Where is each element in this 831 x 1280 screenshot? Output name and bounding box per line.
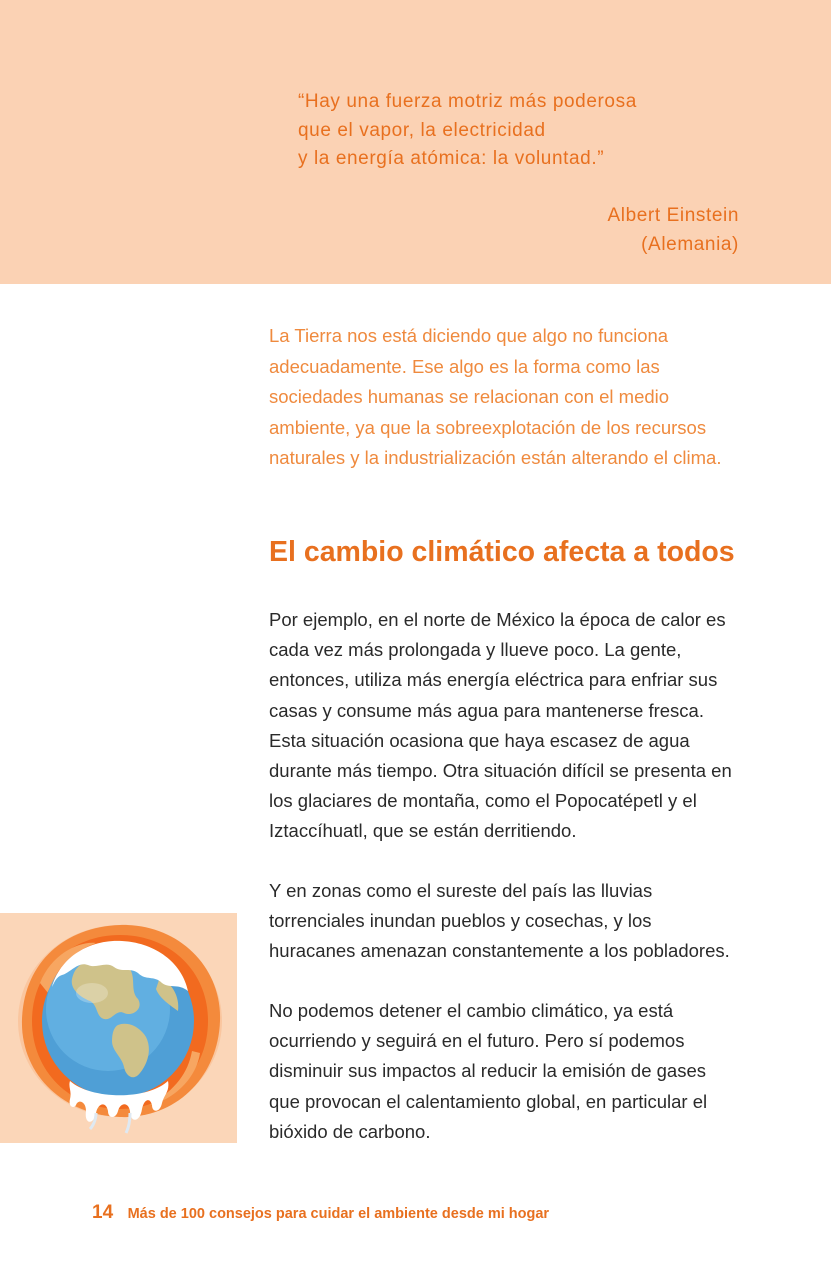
epigraph-quote [298,88,758,174]
running-title: Más de 100 consejos para cuidar el ambiente desde mi hogar [127,1206,550,1222]
body-paragraph: Por ejemplo, en el norte de México la época de calor es cada vez más prolongada y llueve poco. La gente, entonces, utiliza más energía eléctrica para enfriar sus casas y consume más agua para mantenerse fresca. Esta situación ocasiona que haya escasez de agua durante más tiempo. Otra situación difícil se presenta en los glaciares de montaña, como el Popocatépetl y el Iztaccíhuatl, que se están derritiendo. [269,609,732,842]
melting-earth-illustration [0,913,237,1143]
section-heading: El cambio climático afecta a todos [269,536,735,568]
quote-country: (Alemania) [641,233,739,255]
quote-line: y la energía atómica: la voluntad.” [298,148,605,169]
quote-line: “Hay una fuerza motriz más poderosa [298,91,637,112]
quote-line: que el vapor, la electricidad [298,119,546,141]
quote-author: Albert Einstein [607,205,739,226]
quote-band [0,0,831,284]
body-paragraph: Y en zonas como el sureste del país las lluvias torrenciales inundan pueblos y cosechas, y los huracanes amenazan constantemente a los pobladores. [269,880,730,962]
intro-paragraph: La Tierra nos está diciendo que algo no funciona adecuadamente. Ese algo es la forma como las sociedades humanas se relacionan con el medio ambiente, ya que la sobreexplotación de los recursos naturales y la industrialización están alterando el clima. [269,325,722,468]
melting-earth-icon [0,913,237,1143]
page-number: 14 [92,1202,114,1223]
page-footer [92,1202,549,1224]
body-paragraph: No podemos detener el cambio climático, ya está ocurriendo y seguirá en el futuro. Pero sí podemos disminuir sus impactos al reducir la emisión de gases que provocan el calentamiento global, en particular el bióxido de carbono. [269,1000,708,1142]
quote-attribution [607,202,739,259]
